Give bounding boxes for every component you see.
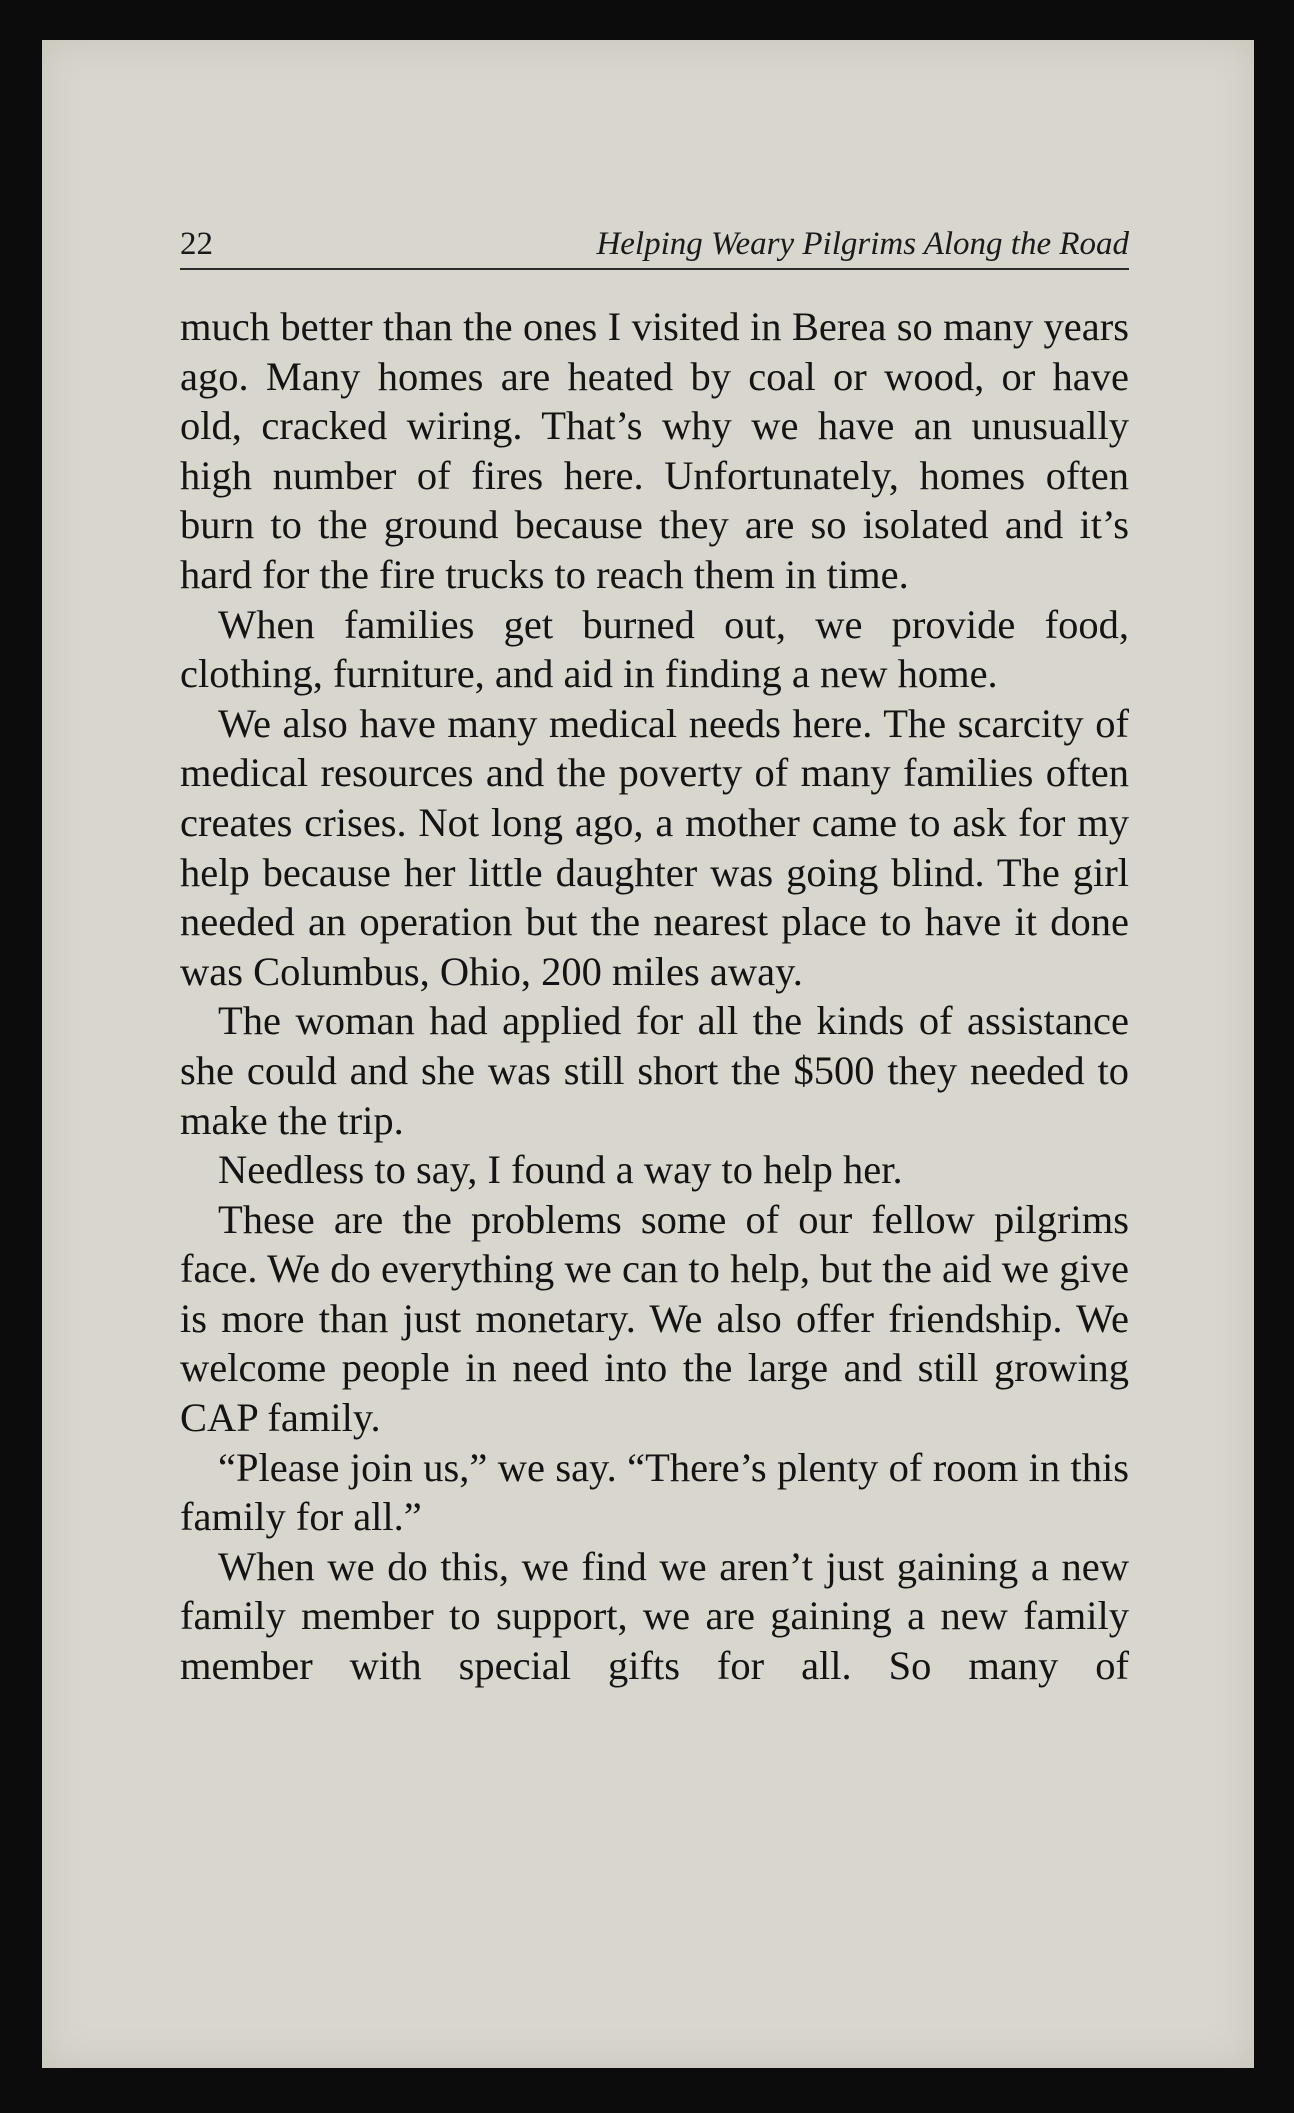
paragraph: When families get burned out, we provide food, clothing, furniture, and aid in finding a new home. (180, 601, 1129, 697)
paragraph: much better than the ones I visited in Berea so many years ago. Many homes are heated by coal or wood, or have old, cracked wiring. That’s why we have an unusually high number of fires here. Unfortunately, homes often burn to the ground because they are so isolated and it’s hard for the fire trucks to reach them in time. (180, 304, 1129, 597)
paragraph: These are the problems some of our fellow pilgrims face. We do everything we can to help, but the aid we give is more than just monetary. We also offer friendship. We welcome people in need into the large and still growing CAP family. (180, 1196, 1129, 1441)
paragraph: “Please join us,” we say. “There’s plenty of room in this family for all.” (180, 1444, 1129, 1540)
running-title: Helping Weary Pilgrims Along the Road (596, 226, 1129, 262)
body-text (180, 302, 1129, 1691)
paragraph: The woman had applied for all the kinds of assistance she could and she was still short the $500 they needed to make the trip. (180, 998, 1129, 1143)
paragraph: Needless to say, I found a way to help her. (218, 1147, 903, 1193)
paragraph: We also have many medical needs here. The scarcity of medical resources and the poverty of many families often creates crises. Not long ago, a mother came to ask for my help because her little daughter was going blind. The girl needed an operation but the nearest place to have it done was Columbus, Ohio, 200 miles away. (180, 700, 1129, 994)
running-header (180, 222, 1129, 270)
page-number: 22 (180, 226, 213, 262)
paragraph: When we do this, we find we aren’t just gaining a new family member to support, we are gaining a new family member with special gifts for all. So many of (180, 1543, 1129, 1689)
